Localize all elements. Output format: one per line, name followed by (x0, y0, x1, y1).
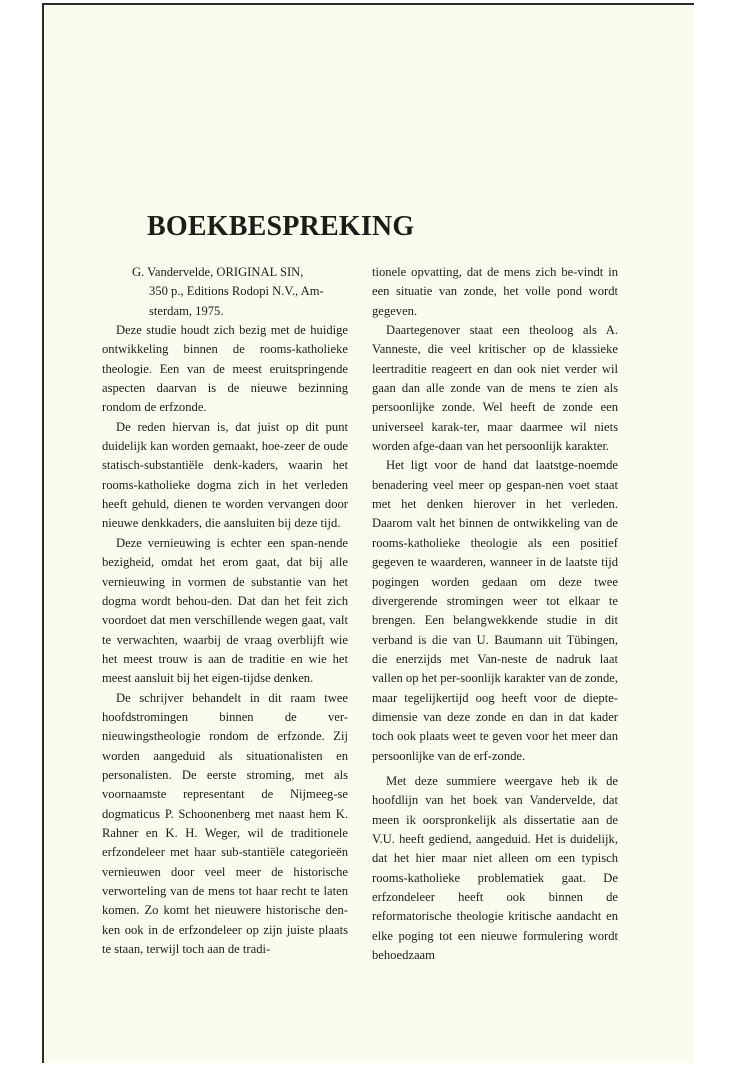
left-column (102, 263, 348, 959)
paragraph: Het ligt voor de hand dat laatstge-noemde benadering veel meer op gespan-nen voet staat met het denken hierover in het verleden. Daarom valt het binnen de ontwikkeling van de rooms-katholieke theologie als een positief gegeven te waarderen, wanneer in de laatste tijd pogingen worden gedaan om deze twee divergerende stromingen weer tot elkaar te brengen. Een belangwekkende studie in dit verband is die van U. Baumann uit Tübingen, die enerzijds met Van-neste de nadruk laat vallen op het per-soonlijk karakter van de zonde, maar tegelijkertijd oog heeft voor de diepte-dimensie van deze zonde en dan in dat kader toch ook plaats weet te geven voor het meer dan persoonlijke van de erf-zonde. (372, 458, 618, 763)
page-heading: BOEKBESPREKING (147, 211, 415, 242)
paragraph: Daartegenover staat een theoloog als A. Vanneste, die veel kritischer op de klassieke leertraditie reageert en dan ook niet verder wil gaan dan alle zonde van de mens te zien als persoonlijke zonde. Wel heeft de zonde een universeel karak-ter, maar daarmee wil niets worden afge-daan van het persoonlijk karakter. (372, 323, 618, 454)
paragraph: tionele opvatting, dat de mens zich be-vindt in een situatie van zonde, het volle pond wordt gegeven. (372, 265, 618, 318)
paragraph: De schrijver behandelt in dit raam twee hoofdstromingen binnen de ver-nieuwingstheologie rondom de erfzonde. Zij worden aangeduid als situationalisten en personalisten. De eerste stroming, met als voornaamste representant de Nijmeeg-se dogmaticus P. Schoonenberg met naast hem K. Rahner en K. H. Weger, wil de traditionele erfzondeleer met haar sub-stantiële categorieën vernieuwen door veel meer de historische verworteling van de mens tot haar recht te laten komen. Zo komt het nieuwere historische den-ken ook in de erfzondeleer op zijn juiste plaats te staan, terwijl toch aan de tradi- (102, 690, 348, 957)
reference-line-3: sterdam, 1975. (149, 303, 224, 318)
book-reference (102, 263, 348, 321)
paragraph: Met deze summiere weergave heb ik de hoofdlijn van het boek van Vandervelde, dat meen ik oorspronkelijk als dissertatie aan de V.U. heeft gediend, aangeduid. Het is duidelijk, dat het hier maar niet alleen om een typisch rooms-katholieke problematiek gaat. De erfzondeleer heeft ook binnen de reformatorische theologie kritische aandacht en elke poging tot een nieuwe formulering wordt behoedzaam (372, 773, 618, 963)
reference-line-2: 350 p., Editions Rodopi N.V., Am- (149, 284, 324, 299)
paragraph: Deze studie houdt zich bezig met de huidige ontwikkeling binnen de rooms-katholieke theologie. Een van de meest eruitspringende aspecten daarvan is de nieuwe bezinning rondom de erfzonde. (102, 323, 348, 415)
right-column (372, 263, 618, 965)
reference-line-1: G. Vandervelde, ORIGINAL SIN, (132, 265, 304, 279)
paragraph: Deze vernieuwing is echter een span-nende bezigheid, omdat het erom gaat, dat bij alle vernieuwing in vormen de substantie van het dogma wordt behou-den. Dat dan het feit zich voordoet dat men verschillende wegen gaat, valt te verwachten, waarbij de vraag overblijft wie het meest trouw is aan de traditie en wie het meest aansluit bij het eigen-tijdse denken. (102, 535, 348, 686)
paragraph: De reden hiervan is, dat juist op dit punt duidelijk kan worden gemaakt, hoe-zeer de oude statisch-substantiële denk-kaders, waarin het rooms-katholieke dogma zich in het verleden heeft gehuld, dienen te worden vervangen door nieuwe denkkaders, die aansluiten bij deze tijd. (102, 419, 348, 531)
